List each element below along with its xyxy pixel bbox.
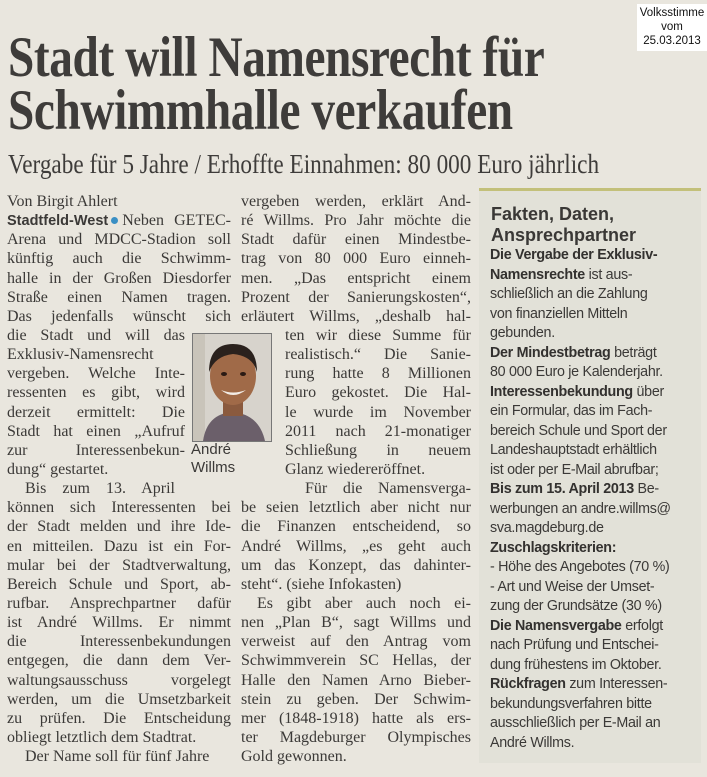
text-line xyxy=(241,230,471,249)
line-text: mer (1848-1918) hatte als ers- xyxy=(241,709,471,727)
line-text: waltungsausschuss vorgelegt xyxy=(7,671,231,689)
line-text: realistisch.“ Die Sanie- xyxy=(285,346,471,364)
text-line xyxy=(241,632,471,651)
line-text: werbungen an andre.willms@ xyxy=(490,500,671,517)
line-text: trag von 80 000 Euro einneh- xyxy=(241,250,471,268)
line-text: verweist auf den Antrag vom xyxy=(241,633,471,651)
text-line xyxy=(241,747,471,766)
line-text: steht“. (siehe Infokasten) xyxy=(241,575,402,593)
line-text: schließlich an die Zahlung xyxy=(490,286,648,302)
source-date: vom 25.03.2013 xyxy=(643,21,701,47)
text-line xyxy=(490,480,671,500)
line-text: werden, um die Umsetzbarkeit xyxy=(7,690,231,708)
text-line xyxy=(285,364,471,383)
text-line xyxy=(7,651,231,670)
line-text: - Höhe des Angebotes (70 %) xyxy=(490,559,670,575)
line-text: 2011 nach 21-monatiger xyxy=(285,422,471,440)
text-line xyxy=(241,728,471,747)
line-text: ter Magdeburger Olympisches xyxy=(241,728,471,746)
text-line xyxy=(7,575,231,594)
line-text: entgegen, die dann dem Ver- xyxy=(7,652,231,670)
text-line xyxy=(490,285,671,305)
text-line xyxy=(490,500,671,520)
text-line xyxy=(241,479,471,498)
info-box xyxy=(479,188,701,763)
article-column-2 xyxy=(241,192,471,766)
text-line xyxy=(490,714,671,734)
line-text: Arena und MDCC-Stadion soll xyxy=(7,231,231,249)
line-text: dung“ gestartet. xyxy=(7,460,109,478)
text-line xyxy=(285,383,471,402)
text-line xyxy=(7,403,185,422)
text-line xyxy=(7,728,231,747)
line-text: erläutert Willms, „deshalb hal- xyxy=(241,307,471,325)
text-line xyxy=(7,192,231,211)
text-line xyxy=(241,709,471,728)
bold-lead: Der Mindestbetrag xyxy=(490,344,611,361)
line-text: ist oder per E-Mail abrufbar; xyxy=(490,461,659,478)
line-text: ausschließlich per E-Mail an xyxy=(490,715,661,731)
text-line xyxy=(241,269,471,288)
line-text: Schließung in neuem xyxy=(285,441,471,459)
text-line xyxy=(490,383,671,403)
text-line xyxy=(241,690,471,709)
bullet-icon xyxy=(111,217,118,224)
line-text: über xyxy=(632,383,664,400)
text-line xyxy=(7,288,231,307)
text-line xyxy=(241,211,471,230)
line-text: sva.magdeburg.de xyxy=(490,520,604,536)
line-text: Euro gekostet. Die Hal- xyxy=(285,384,471,402)
text-line xyxy=(285,460,471,479)
line-text: Prozent der Sanierungskosten“, xyxy=(241,288,471,306)
text-line xyxy=(7,211,231,230)
bold-lead: Zuschlagskriterien: xyxy=(490,539,617,556)
article-column-1 xyxy=(7,192,231,766)
line-text: ressenten es gibt, wird xyxy=(7,384,185,402)
text-line xyxy=(490,558,671,578)
line-text: die Stadt und will das xyxy=(7,326,185,344)
line-text: rung hatte 8 Millionen xyxy=(285,365,471,383)
text-line xyxy=(241,575,471,594)
text-line xyxy=(285,403,471,422)
line-text: erfolgt xyxy=(621,617,663,634)
text-line xyxy=(490,597,671,617)
text-line xyxy=(7,422,185,441)
text-line xyxy=(490,324,671,344)
headline-line-1: Stadt will Namensrecht für xyxy=(8,26,545,89)
text-line xyxy=(490,344,671,364)
line-text: zung der Grundsätze (30 %) xyxy=(490,598,662,614)
line-text: Es gibt aber auch noch ei- xyxy=(257,594,471,612)
photo-caption xyxy=(191,441,235,477)
text-line xyxy=(241,288,471,307)
caption-line-2: Willms xyxy=(191,459,236,476)
text-line xyxy=(285,345,471,364)
line-text: zum Interessen- xyxy=(565,676,668,692)
text-line xyxy=(490,266,671,286)
line-text: 80 000 Euro je Kalenderjahr. xyxy=(490,364,663,380)
bold-lead: Die Namensvergabe xyxy=(490,617,622,634)
text-line xyxy=(241,517,471,536)
line-text: von finanziellen Mitteln xyxy=(490,305,628,322)
text-line xyxy=(241,651,471,670)
text-line xyxy=(490,402,671,422)
text-line xyxy=(490,305,671,325)
bold-lead: Die Vergabe der Exklusiv- xyxy=(490,247,658,263)
text-line xyxy=(241,613,471,632)
text-line xyxy=(7,383,185,402)
text-line xyxy=(7,690,231,709)
text-line xyxy=(7,460,185,479)
text-line xyxy=(490,422,671,442)
line-text: ein Formular, das im Fach- xyxy=(490,403,653,419)
headline-line-2: Schwimmhalle verkaufen xyxy=(8,79,513,142)
info-box-title xyxy=(491,204,636,246)
text-line xyxy=(7,537,231,556)
text-line xyxy=(7,364,185,383)
text-line xyxy=(490,578,671,598)
text-line xyxy=(490,695,671,715)
line-text: zur Interessenbekun- xyxy=(7,441,185,459)
line-text: Bis zum 13. April xyxy=(25,480,175,498)
line-text: halle in der Großen Diesdorfer xyxy=(7,269,231,287)
text-line xyxy=(490,539,671,559)
text-line xyxy=(7,345,185,364)
text-line xyxy=(241,192,471,211)
line-text: vergeben werden, erklärt And- xyxy=(241,193,471,210)
line-text: vergeben. Welche Inte- xyxy=(7,365,185,383)
line-text: Stadt hat einen „Aufruf xyxy=(7,422,185,440)
text-line xyxy=(490,441,671,461)
text-line xyxy=(7,671,231,690)
text-line xyxy=(241,498,471,517)
info-box-body xyxy=(490,246,671,753)
info-box-title-line-1: Fakten, Daten, xyxy=(491,204,615,224)
text-line xyxy=(490,246,671,266)
line-text: stein zu geben. Der Schwim- xyxy=(241,690,471,708)
line-text: Gold gewonnen. xyxy=(241,748,347,766)
text-line xyxy=(7,517,231,536)
line-text: Schwimmverein SC Hellas, der xyxy=(241,652,471,670)
line-text: men. „Das entspricht einem xyxy=(241,269,471,287)
line-text: um das Konzept, das dahinter- xyxy=(241,556,471,574)
text-line xyxy=(7,594,231,613)
line-text: die Interessenbekundungen xyxy=(7,633,231,651)
line-text: André Willms. xyxy=(490,734,575,751)
text-line xyxy=(241,671,471,690)
bold-lead: Namensrechte xyxy=(490,266,585,283)
line-text: die Finanzen entscheidend, so xyxy=(241,518,471,536)
line-text: beträgt xyxy=(610,344,657,361)
line-text: be seien letztlich aber nicht nur xyxy=(241,499,471,517)
line-text: Stadt dafür einen Mindestbe- xyxy=(241,231,471,249)
bold-lead: Bis zum 15. April 2013 xyxy=(490,481,634,497)
line-text: bekundungsverfahren bitte xyxy=(490,695,652,712)
text-line xyxy=(490,617,671,637)
line-text: dung frühestens im Oktober. xyxy=(490,656,662,673)
text-line xyxy=(490,734,671,754)
line-text: Be- xyxy=(633,481,659,497)
line-text: bereich Schule und Sport der xyxy=(490,422,667,439)
text-line xyxy=(7,747,231,766)
text-line xyxy=(241,556,471,575)
line-text: zu prüfen. Die Entscheidung xyxy=(7,709,231,727)
line-text: Straße einen Namen tragen. xyxy=(7,288,231,306)
text-line xyxy=(285,422,471,441)
caption-line-1: André xyxy=(191,441,232,458)
line-text: ré Willms. Pro Jahr möchte die xyxy=(241,212,471,230)
line-text: ist André Willms. Er nimmt xyxy=(7,614,231,632)
text-line xyxy=(490,363,671,383)
text-line xyxy=(490,519,671,539)
text-line xyxy=(7,326,185,345)
line-text: - Art und Weise der Umset- xyxy=(490,578,655,595)
line-text: obliegt letztlich dem Stadtrat. xyxy=(7,728,197,746)
subtitle: Vergabe für 5 Jahre / Erhoffte Einnahmen: 80 000 Euro jährlich xyxy=(8,149,600,179)
line-text: Das jedenfalls wünscht sich xyxy=(7,307,231,325)
portrait-photo xyxy=(192,333,272,442)
line-text: künftig auch die Schwimm- xyxy=(7,250,231,268)
line-text: der Stadt melden und ihre Ide- xyxy=(7,518,231,536)
line-text: gebunden. xyxy=(490,325,555,341)
line-text: Für die Namensverga- xyxy=(305,480,471,498)
text-line xyxy=(7,307,231,326)
text-line xyxy=(7,498,231,517)
text-line xyxy=(7,632,231,651)
text-line xyxy=(7,249,231,268)
text-line xyxy=(241,307,471,326)
line-text: Halle den Namen Arno Bieber- xyxy=(241,671,471,689)
text-line xyxy=(7,613,231,632)
line-text: nach Prüfung und Entschei- xyxy=(490,637,659,653)
line-text: nen „Plan B“, sagt Willms und xyxy=(241,614,471,632)
text-line xyxy=(7,269,231,288)
line-text: Glanz wiedereröffnet. xyxy=(285,460,426,478)
bold-lead: Stadtfeld-West xyxy=(7,213,109,230)
line-text: Der Name soll für fünf Jahre xyxy=(25,748,210,766)
line-text: rufbar. Ansprechpartner dafür xyxy=(7,594,231,612)
text-line xyxy=(7,709,231,728)
line-text: André Willms, „es geht auch xyxy=(241,537,471,555)
text-line xyxy=(490,656,671,676)
text-line xyxy=(490,461,671,481)
text-line xyxy=(7,556,231,575)
line-text: mular bei der Stadtverwaltung, xyxy=(7,556,231,574)
line-text: en mitteilen. Dazu ist ein For- xyxy=(7,537,231,555)
text-line xyxy=(285,326,471,345)
text-line xyxy=(241,249,471,268)
text-line xyxy=(7,441,185,460)
line-text: können sich Interessenten bei xyxy=(7,499,231,517)
info-box-title-line-2: Ansprechpartner xyxy=(491,225,637,245)
line-text: Exklusiv-Namensrecht xyxy=(7,346,154,364)
line-text: le wurde im November xyxy=(285,403,471,421)
line-text: Neben GETEC- xyxy=(122,212,231,230)
line-text: ten wir diese Summe für xyxy=(285,326,471,344)
text-line xyxy=(241,537,471,556)
text-line xyxy=(241,594,471,613)
text-line xyxy=(490,636,671,656)
source-publication: Volksstimme xyxy=(639,7,705,19)
text-line xyxy=(7,230,231,249)
source-label xyxy=(637,4,707,51)
line-text: Von Birgit Ahlert xyxy=(7,193,118,210)
text-line xyxy=(490,675,671,695)
bold-lead: Rückfragen xyxy=(490,676,566,692)
text-line xyxy=(7,479,175,498)
line-text: Landeshauptstadt erhältlich xyxy=(490,442,657,458)
text-line xyxy=(285,441,471,460)
line-text: derzeit ermittelt: Die xyxy=(7,403,185,421)
line-text: ist aus- xyxy=(584,266,633,283)
line-text: Bereich Schule und Sport, ab- xyxy=(7,575,231,593)
bold-lead: Interessenbekundung xyxy=(490,383,633,400)
headline xyxy=(8,26,545,142)
